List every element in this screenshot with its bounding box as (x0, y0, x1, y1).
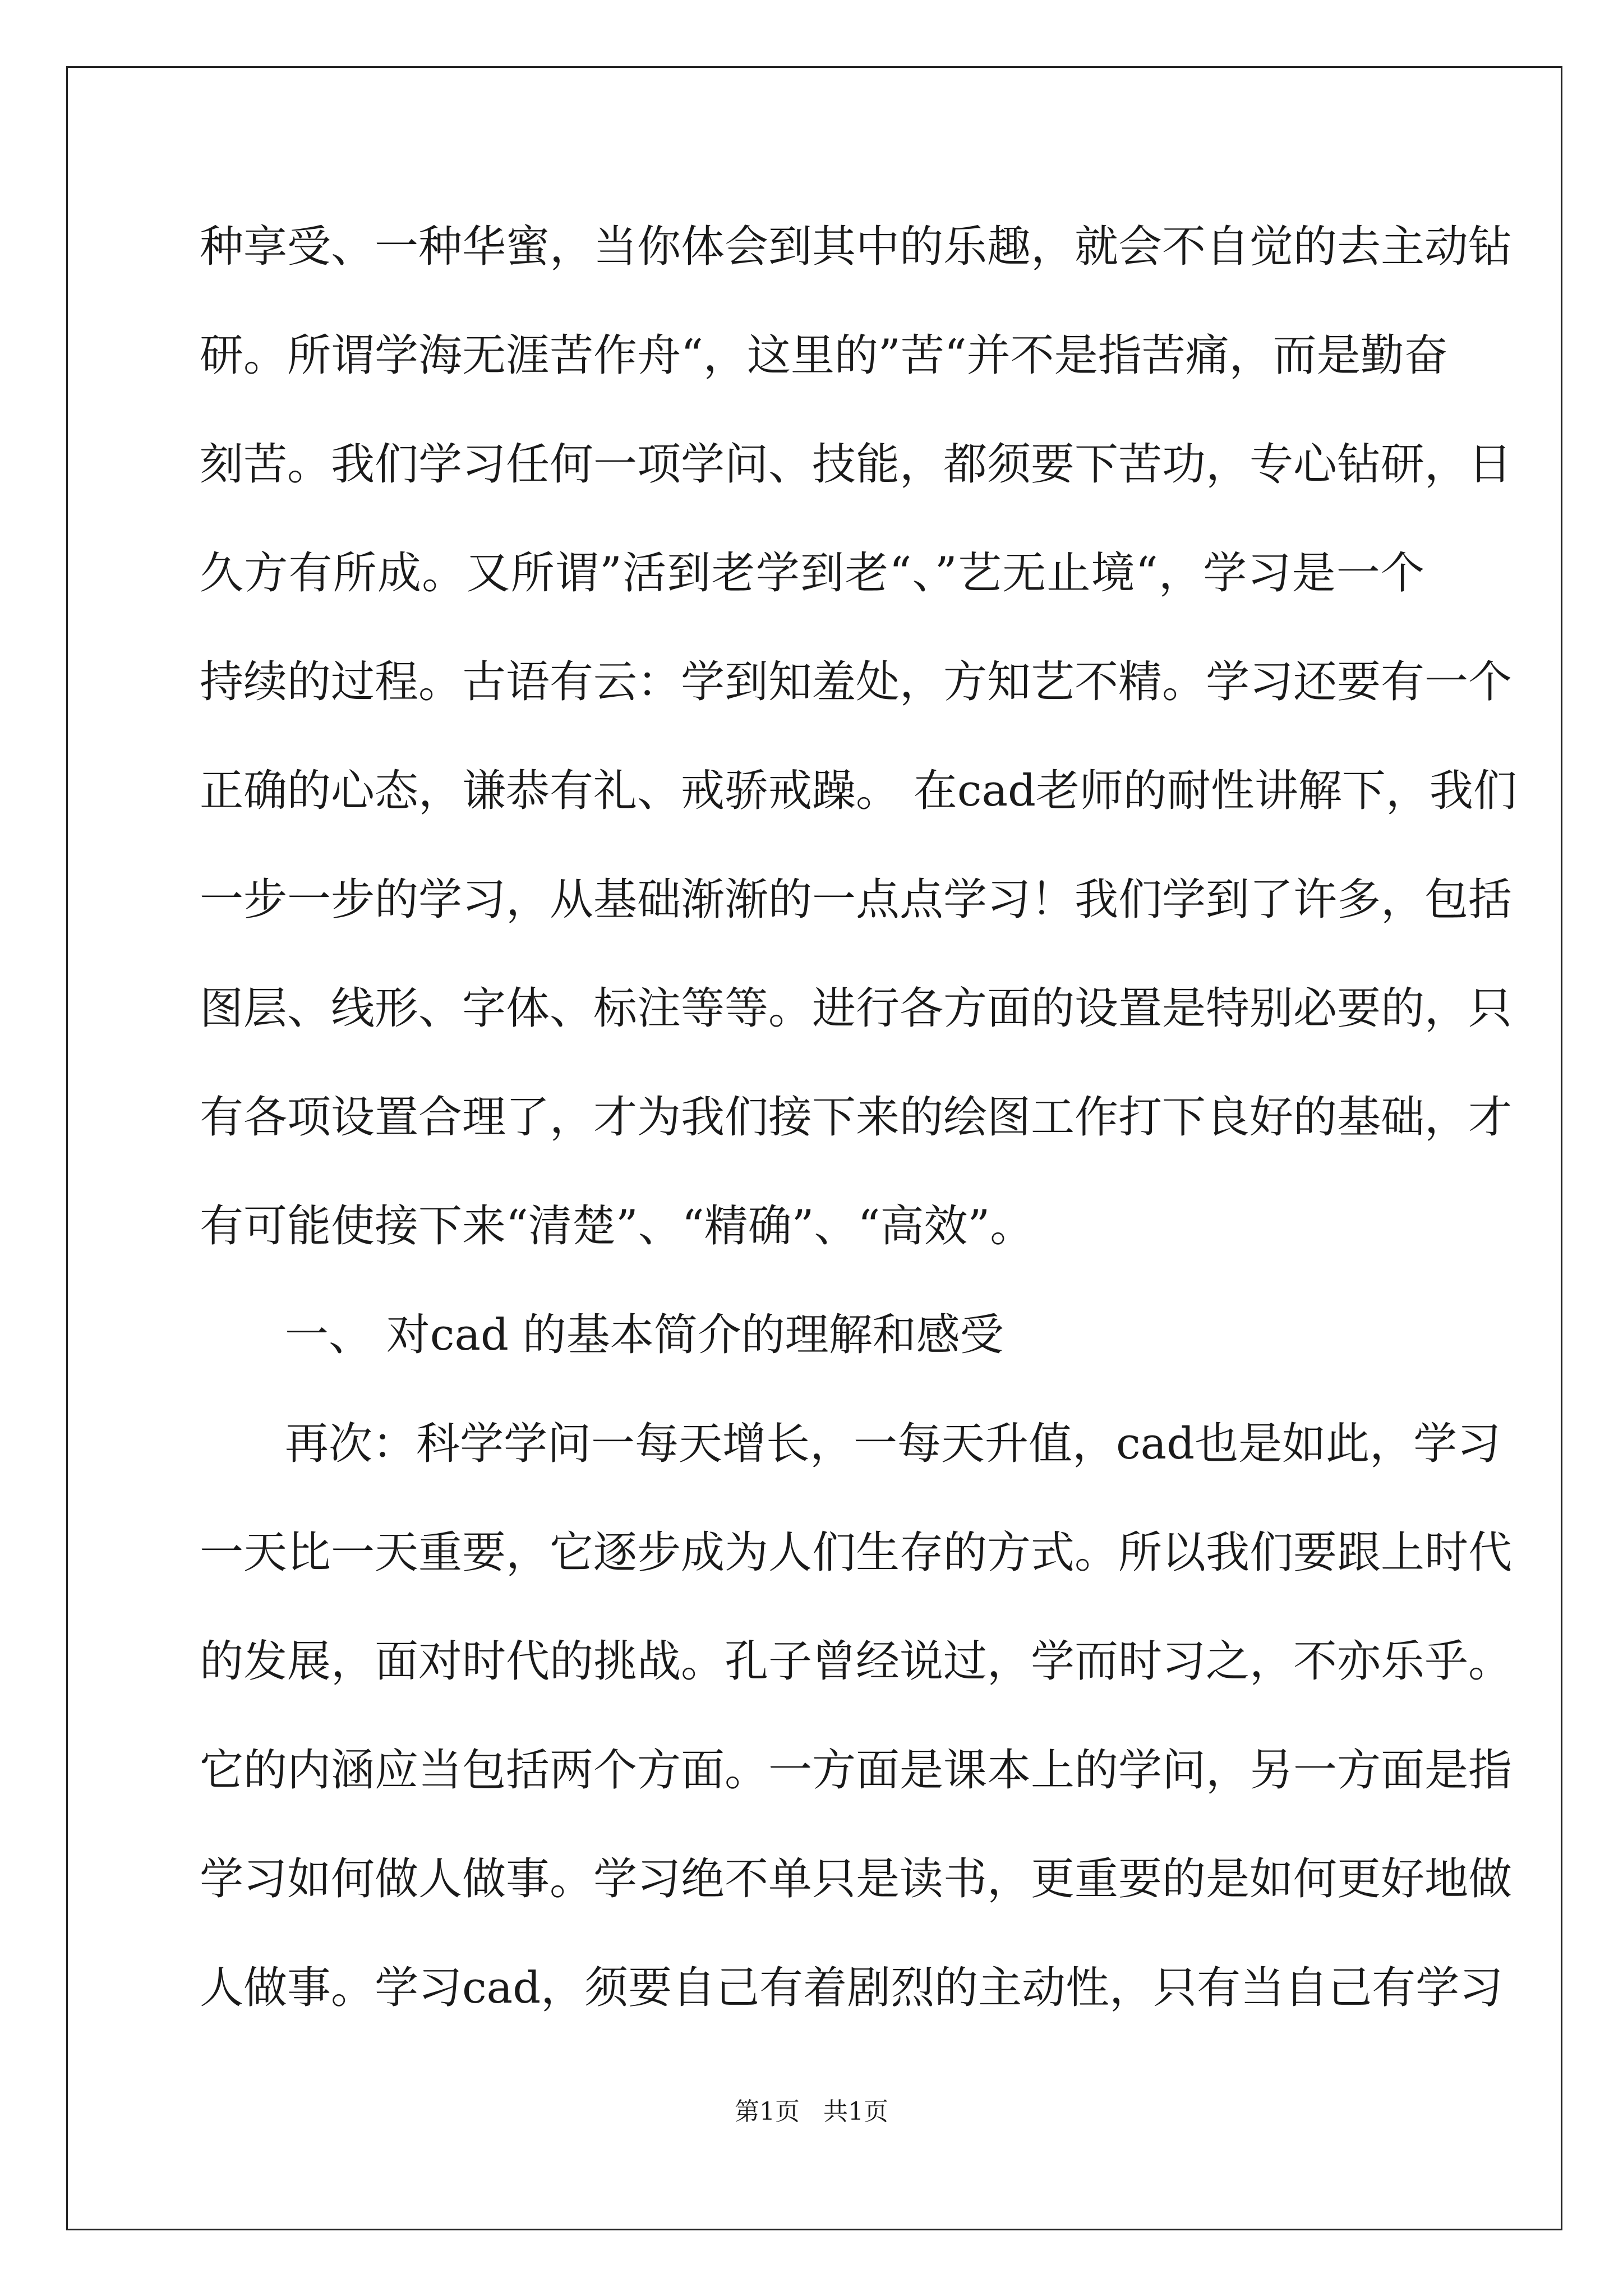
section-heading: 一、 对cad 的基本简介的理解和感受 (285, 1310, 1004, 1360)
page-number-footer: 第1页 共1页 (735, 2097, 888, 2126)
paragraph-line: 种享受、一种华蜜，当你体会到其中的乐趣，就会不自觉的去主动钻 (200, 222, 1513, 272)
paragraph-line: 的发展，面对时代的挑战。孔子曾经说过，学而时习之，不亦乐乎。 (200, 1636, 1513, 1687)
paragraph-line: 刻苦。我们学习任何一项学问、技能，都须要下苦功，专心钻研，日 (200, 439, 1513, 490)
paragraph-line: 久方有所成。又所谓”活到老学到老“、”艺无止境“，学习是一个 (200, 548, 1424, 599)
paragraph-line: 有各项设置合理了，才为我们接下来的绘图工作打下良好的基础，才 (200, 1092, 1513, 1143)
paragraph-line: 正确的心态，谦恭有礼、戒骄戒躁。 在cad老师的耐性讲解下，我们 (200, 766, 1517, 816)
paragraph-line: 持续的过程。古语有云：学到知羞处，方知艺不精。学习还要有一个 (200, 657, 1513, 707)
paragraph-line: 一步一步的学习，从基础渐渐的一点点学习！我们学到了许多，包括 (200, 875, 1513, 925)
paragraph-line: 再次：科学学问一每天增长，一每天升值，cad也是如此，学习 (285, 1419, 1501, 1469)
paragraph-line: 学习如何做人做事。学习绝不单只是读书，更重要的是如何更好地做 (200, 1854, 1513, 1904)
paragraph-line: 一天比一天重要，它逐步成为人们生存的方式。所以我们要跟上时代 (200, 1527, 1513, 1578)
paragraph-line: 图层、线形、字体、标注等等。进行各方面的设置是特别必要的，只 (200, 983, 1513, 1034)
paragraph-line: 有可能使接下来“清楚”、“精确”、“高效”。 (200, 1201, 1034, 1251)
paragraph-line: 它的内涵应当包括两个方面。一方面是课本上的学问，另一方面是指 (200, 1745, 1513, 1796)
paragraph-line: 研。所谓学海无涯苦作舟“，这里的”苦“并不是指苦痛，而是勤奋 (200, 330, 1448, 381)
paragraph-line: 人做事。学习cad，须要自己有着剧烈的主动性，只有当自己有学习 (200, 1963, 1504, 2013)
